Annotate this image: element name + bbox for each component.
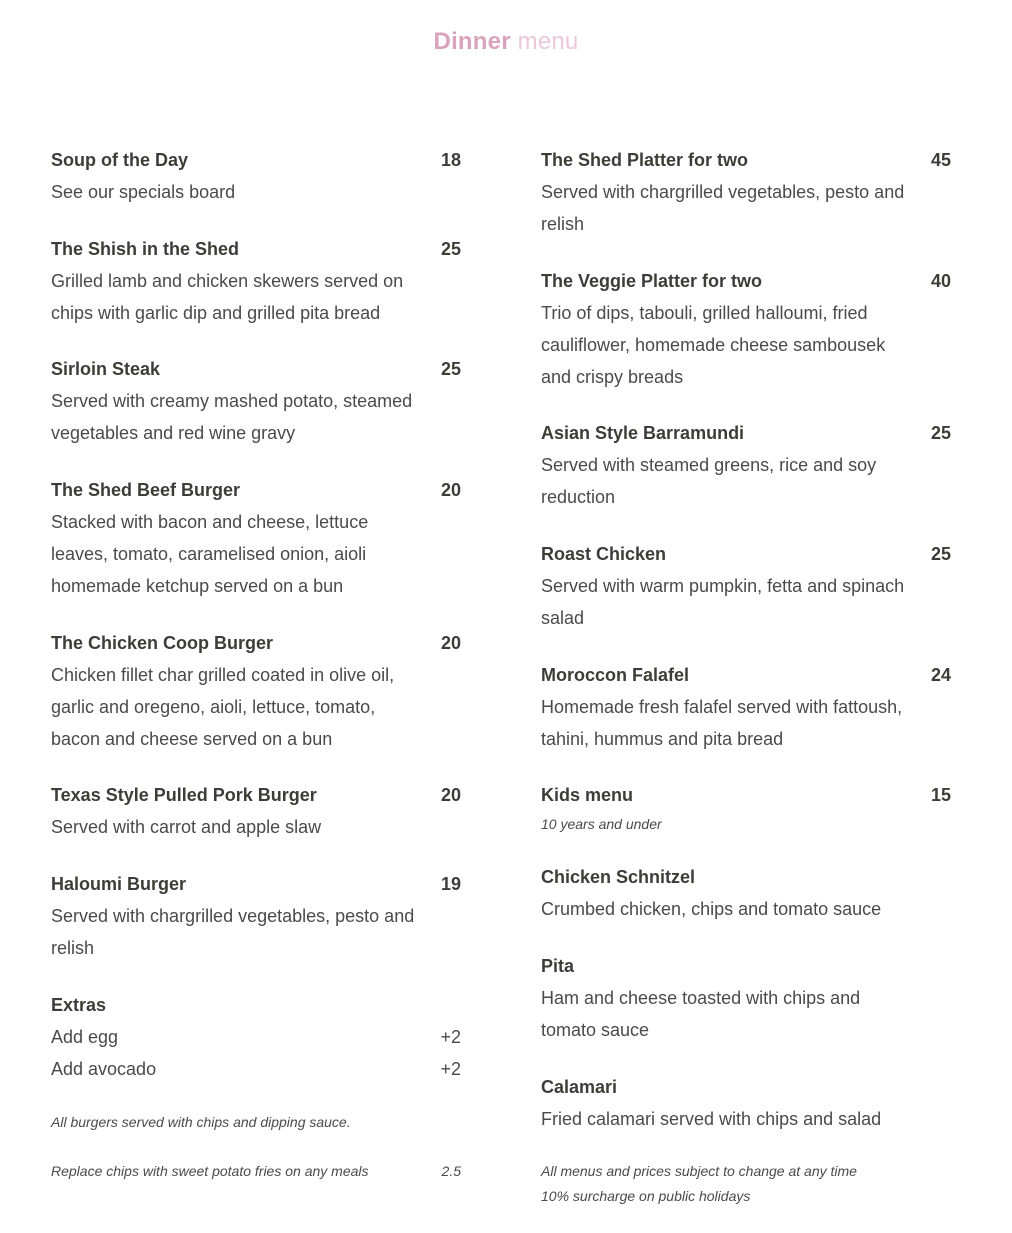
item-name: Roast Chicken: [541, 544, 667, 564]
item-price: 25: [440, 359, 461, 379]
item-price: 20: [440, 785, 461, 805]
item-name: Asian Style Barramundi: [541, 423, 745, 443]
item-description: Served with carrot and apple slaw: [51, 817, 322, 837]
item-description: Served with creamy mashed potato, steamed vegetables and red wine gravy: [51, 391, 413, 443]
item-name: Pita: [541, 956, 575, 976]
item-description: Served with warm pumpkin, fetta and spinach salad: [541, 576, 905, 628]
page-title: [0, 28, 1012, 56]
kids-menu-age-note: 10 years and under: [541, 816, 662, 832]
fries-note: [51, 1159, 461, 1184]
item-name: The Shed Beef Burger: [51, 480, 241, 500]
item-description: Crumbed chicken, chips and tomato sauce: [541, 899, 882, 919]
item-price: 20: [440, 633, 461, 653]
item-name: Moroccon Falafel: [541, 665, 690, 685]
menu-item: [541, 417, 951, 513]
extras-title: Extras: [51, 995, 107, 1015]
item-name: Chicken Schnitzel: [541, 867, 696, 887]
menu-item: [51, 474, 461, 602]
item-name: Sirloin Steak: [51, 359, 161, 379]
menu-item: [51, 627, 461, 755]
item-name: The Shed Platter for two: [541, 150, 749, 170]
menu-item: [541, 144, 951, 240]
extra-price: +2: [440, 1027, 461, 1047]
burgers-note: All burgers served with chips and dipping sauce.: [51, 1114, 351, 1130]
item-price: 40: [930, 271, 951, 291]
item-description: Grilled lamb and chicken skewers served on chips with garlic dip and grilled pita bread: [51, 271, 404, 323]
extra-label: Add egg: [51, 1027, 119, 1047]
item-name: The Chicken Coop Burger: [51, 633, 274, 653]
item-price: 25: [440, 239, 461, 259]
item-description: Served with chargrilled vegetables, pesto and relish: [51, 906, 415, 958]
menu-item: [51, 868, 461, 964]
footer-surcharge-note: 10% surcharge on public holidays: [541, 1188, 751, 1204]
title-menu: menu: [517, 28, 579, 55]
menu-item: [51, 233, 461, 329]
extra-label: Add avocado: [51, 1059, 157, 1079]
menu-item: [51, 144, 461, 208]
footer-notes: [541, 1159, 857, 1209]
menu-item: [541, 659, 951, 755]
menu-item: [51, 779, 461, 843]
item-description: Ham and cheese toasted with chips and tomato sauce: [541, 988, 861, 1040]
item-name: Calamari: [541, 1077, 618, 1097]
menu-item: [541, 538, 951, 634]
kids-item: [541, 950, 951, 1046]
item-description: Served with chargrilled vegetables, pesto and relish: [541, 182, 905, 234]
item-name: The Veggie Platter for two: [541, 271, 763, 291]
item-description: Served with steamed greens, rice and soy reduction: [541, 455, 877, 507]
item-price: 18: [440, 150, 461, 170]
extra-row: [51, 1021, 461, 1053]
kids-menu-price: 15: [930, 785, 951, 805]
item-price: 24: [930, 665, 951, 685]
kids-menu-header: [541, 779, 951, 837]
item-price: 45: [930, 150, 951, 170]
item-price: 20: [440, 480, 461, 500]
item-description: Trio of dips, tabouli, grilled halloumi, fried cauliflower, homemade cheese sambousek and crispy breads: [541, 303, 886, 387]
item-price: 19: [440, 874, 461, 894]
menu-item: [541, 265, 951, 393]
item-name: Texas Style Pulled Pork Burger: [51, 785, 317, 805]
kids-item: [541, 1071, 951, 1135]
item-description: Stacked with bacon and cheese, lettuce leaves, tomato, caramelised onion, aioli homemade ketchup served on a bun: [51, 512, 369, 596]
fries-note-label: Replace chips with sweet potato fries on any meals: [51, 1163, 369, 1179]
item-description: Fried calamari served with chips and salad: [541, 1109, 882, 1129]
extras-section: [51, 989, 461, 1085]
extra-price: +2: [440, 1059, 461, 1079]
kids-item: [541, 861, 951, 925]
item-name: The Shish in the Shed: [51, 239, 240, 259]
item-description: See our specials board: [51, 182, 236, 202]
item-price: 25: [930, 423, 951, 443]
kids-menu-title: Kids menu: [541, 785, 634, 805]
fries-note-price: 2.5: [441, 1163, 461, 1179]
item-name: Haloumi Burger: [51, 874, 187, 894]
item-description: Chicken fillet char grilled coated in olive oil, garlic and oregeno, aioli, lettuce, tomato, bacon and cheese served on a bun: [51, 665, 395, 749]
item-price: 25: [930, 544, 951, 564]
menu-item: [51, 353, 461, 449]
footer-prices-note: All menus and prices subject to change at any time: [541, 1163, 857, 1179]
title-dinner: Dinner: [433, 28, 511, 55]
item-description: Homemade fresh falafel served with fattoush, tahini, hummus and pita bread: [541, 697, 903, 749]
extra-row: [51, 1053, 461, 1085]
item-name: Soup of the Day: [51, 150, 189, 170]
